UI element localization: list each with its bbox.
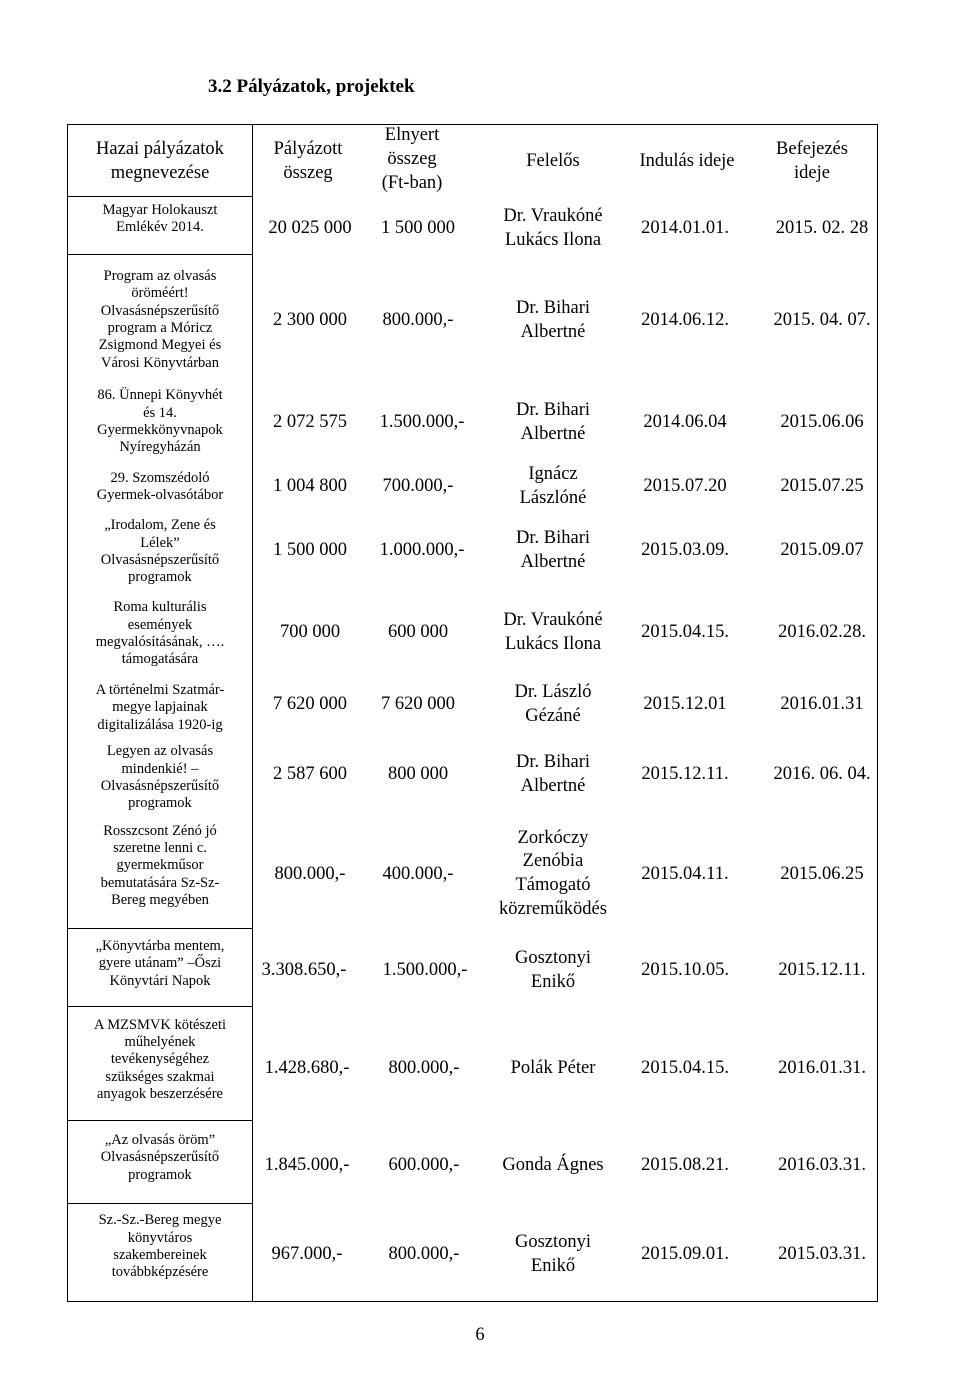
row-applied: 1 004 800 bbox=[273, 476, 347, 497]
row-won: 400.000,- bbox=[382, 864, 454, 885]
row-responsible: Polák Péter bbox=[510, 1058, 596, 1079]
row-end: 2016. 06. 04. bbox=[773, 764, 871, 785]
header-name: Hazai pályázatok megnevezése bbox=[96, 139, 224, 183]
row-won: 7 620 000 bbox=[381, 694, 455, 715]
row-name: A MZSMVK kötészeti műhelyének tevékenységéhez szükséges szakmai anyagok beszerzésére bbox=[93, 1016, 227, 1103]
row-end: 2016.03.31. bbox=[778, 1155, 866, 1176]
row-applied: 7 620 000 bbox=[273, 694, 347, 715]
row-end: 2016.02.28. bbox=[778, 622, 866, 643]
row-responsible: Zorkóczy Zenóbia Támogató közreműködés bbox=[499, 827, 607, 919]
row-start: 2014.06.04 bbox=[643, 412, 727, 433]
page-number: 6 bbox=[475, 1325, 485, 1345]
row-applied: 2 300 000 bbox=[273, 310, 347, 331]
row-end: 2015. 02. 28 bbox=[775, 218, 869, 239]
row-responsible: Gosztonyi Enikő bbox=[514, 948, 592, 992]
header-start: Indulás ideje bbox=[639, 151, 735, 172]
row-responsible: Gosztonyi Enikő bbox=[514, 1232, 592, 1276]
row-responsible: Ignácz Lászlóné bbox=[519, 464, 587, 508]
row-won: 1.500.000,- bbox=[379, 412, 465, 433]
row-responsible: Gonda Ágnes bbox=[502, 1155, 604, 1176]
row-name: 86. Ünnepi Könyvhét és 14. Gyermekkönyvnapok Nyíregyházán bbox=[97, 387, 223, 456]
row-start: 2015.04.15. bbox=[641, 622, 729, 643]
header-end: Befejezés ideje bbox=[776, 139, 848, 183]
row-divider bbox=[67, 254, 253, 255]
row-end: 2015.06.25 bbox=[780, 864, 864, 885]
row-divider bbox=[67, 1006, 253, 1007]
row-name: Magyar Holokauszt Emlékév 2014. bbox=[102, 201, 218, 235]
row-name: Sz.-Sz.-Bereg megye könyvtáros szakembereinek továbbképzésére bbox=[98, 1212, 222, 1281]
row-won: 700.000,- bbox=[382, 476, 454, 497]
row-responsible: Dr. Vraukóné Lukács Ilona bbox=[503, 206, 603, 250]
row-start: 2015.03.09. bbox=[641, 540, 729, 561]
row-won: 800 000 bbox=[387, 764, 449, 785]
row-won: 1.000.000,- bbox=[379, 540, 465, 561]
section-title: 3.2 Pályázatok, projektek bbox=[208, 76, 415, 97]
row-end: 2015.06.06 bbox=[780, 412, 864, 433]
row-name: „Irodalom, Zene és Lélek” Olvasásnépszerűsítő programok bbox=[100, 517, 220, 586]
row-won: 1 500 000 bbox=[381, 218, 455, 239]
row-start: 2014.01.01. bbox=[641, 218, 729, 239]
row-applied: 3.308.650,- bbox=[261, 960, 347, 981]
row-start: 2015.12.01 bbox=[643, 694, 727, 715]
row-start: 2015.10.05. bbox=[641, 960, 729, 981]
row-start: 2015.04.15. bbox=[641, 1058, 729, 1079]
row-name: Roma kulturális események megvalósításának, …. támogatására bbox=[95, 599, 225, 668]
header-responsible: Felelős bbox=[526, 151, 580, 172]
row-applied: 700 000 bbox=[279, 622, 341, 643]
row-name: Program az olvasás öröméért! Olvasásnépszerűsítő program a Móricz Zsigmond Megyei és Városi Könyvtárban bbox=[98, 267, 222, 371]
row-end: 2016.01.31 bbox=[780, 694, 864, 715]
row-name: Legyen az olvasás mindenkié! – Olvasásnépszerűsítő programok bbox=[100, 743, 220, 812]
row-start: 2015.08.21. bbox=[641, 1155, 729, 1176]
row-applied: 1 500 000 bbox=[273, 540, 347, 561]
row-end: 2015.03.31. bbox=[778, 1244, 866, 1265]
row-end: 2016.01.31. bbox=[778, 1058, 866, 1079]
row-divider bbox=[67, 196, 253, 197]
row-start: 2014.06.12. bbox=[641, 310, 729, 331]
column-divider bbox=[252, 124, 253, 1302]
row-applied: 2 587 600 bbox=[273, 764, 347, 785]
row-applied: 1.845.000,- bbox=[264, 1155, 350, 1176]
row-start: 2015.12.11. bbox=[641, 764, 729, 785]
row-name: 29. Szomszédoló Gyermek-olvasótábor bbox=[96, 469, 224, 503]
row-responsible: Dr. Bihari Albertné bbox=[516, 400, 590, 444]
row-end: 2015. 04. 07. bbox=[773, 310, 871, 331]
row-won: 800.000,- bbox=[382, 310, 454, 331]
row-responsible: Dr. Bihari Albertné bbox=[516, 528, 590, 572]
row-start: 2015.04.11. bbox=[641, 864, 729, 885]
row-start: 2015.09.01. bbox=[641, 1244, 729, 1265]
row-won: 1.500.000,- bbox=[382, 960, 468, 981]
row-applied: 2 072 575 bbox=[273, 412, 347, 433]
row-applied: 967.000,- bbox=[271, 1244, 343, 1265]
row-name: „Az olvasás öröm” Olvasásnépszerűsítő programok bbox=[100, 1131, 220, 1183]
row-name: „Könyvtárba mentem, gyere utánam” –Őszi Könyvtári Napok bbox=[95, 937, 225, 989]
header-applied: Pályázott összeg bbox=[273, 139, 343, 183]
row-divider bbox=[67, 1203, 253, 1204]
row-applied: 800.000,- bbox=[274, 864, 346, 885]
row-applied: 20 025 000 bbox=[268, 218, 352, 239]
row-start: 2015.07.20 bbox=[643, 476, 727, 497]
header-won: Elnyert összeg (Ft-ban) bbox=[381, 125, 443, 193]
row-end: 2015.09.07 bbox=[780, 540, 864, 561]
row-name: Rosszcsont Zénó jó szeretne lenni c. gyermekműsor bemutatására Sz-Sz- Bereg megyében bbox=[100, 822, 220, 909]
row-responsible: Dr. László Gézáné bbox=[514, 682, 592, 726]
row-won: 600.000,- bbox=[388, 1155, 460, 1176]
row-name: A történelmi Szatmár- megye lapjainak digitalizálása 1920-ig bbox=[95, 681, 225, 733]
row-end: 2015.07.25 bbox=[780, 476, 864, 497]
row-divider bbox=[67, 1120, 253, 1121]
row-responsible: Dr. Bihari Albertné bbox=[516, 752, 590, 796]
row-won: 800.000,- bbox=[388, 1244, 460, 1265]
row-applied: 1.428.680,- bbox=[264, 1058, 350, 1079]
row-end: 2015.12.11. bbox=[778, 960, 866, 981]
row-won: 600 000 bbox=[387, 622, 449, 643]
row-divider bbox=[67, 928, 253, 929]
row-won: 800.000,- bbox=[388, 1058, 460, 1079]
row-responsible: Dr. Bihari Albertné bbox=[516, 298, 590, 342]
row-responsible: Dr. Vraukóné Lukács Ilona bbox=[503, 610, 603, 654]
